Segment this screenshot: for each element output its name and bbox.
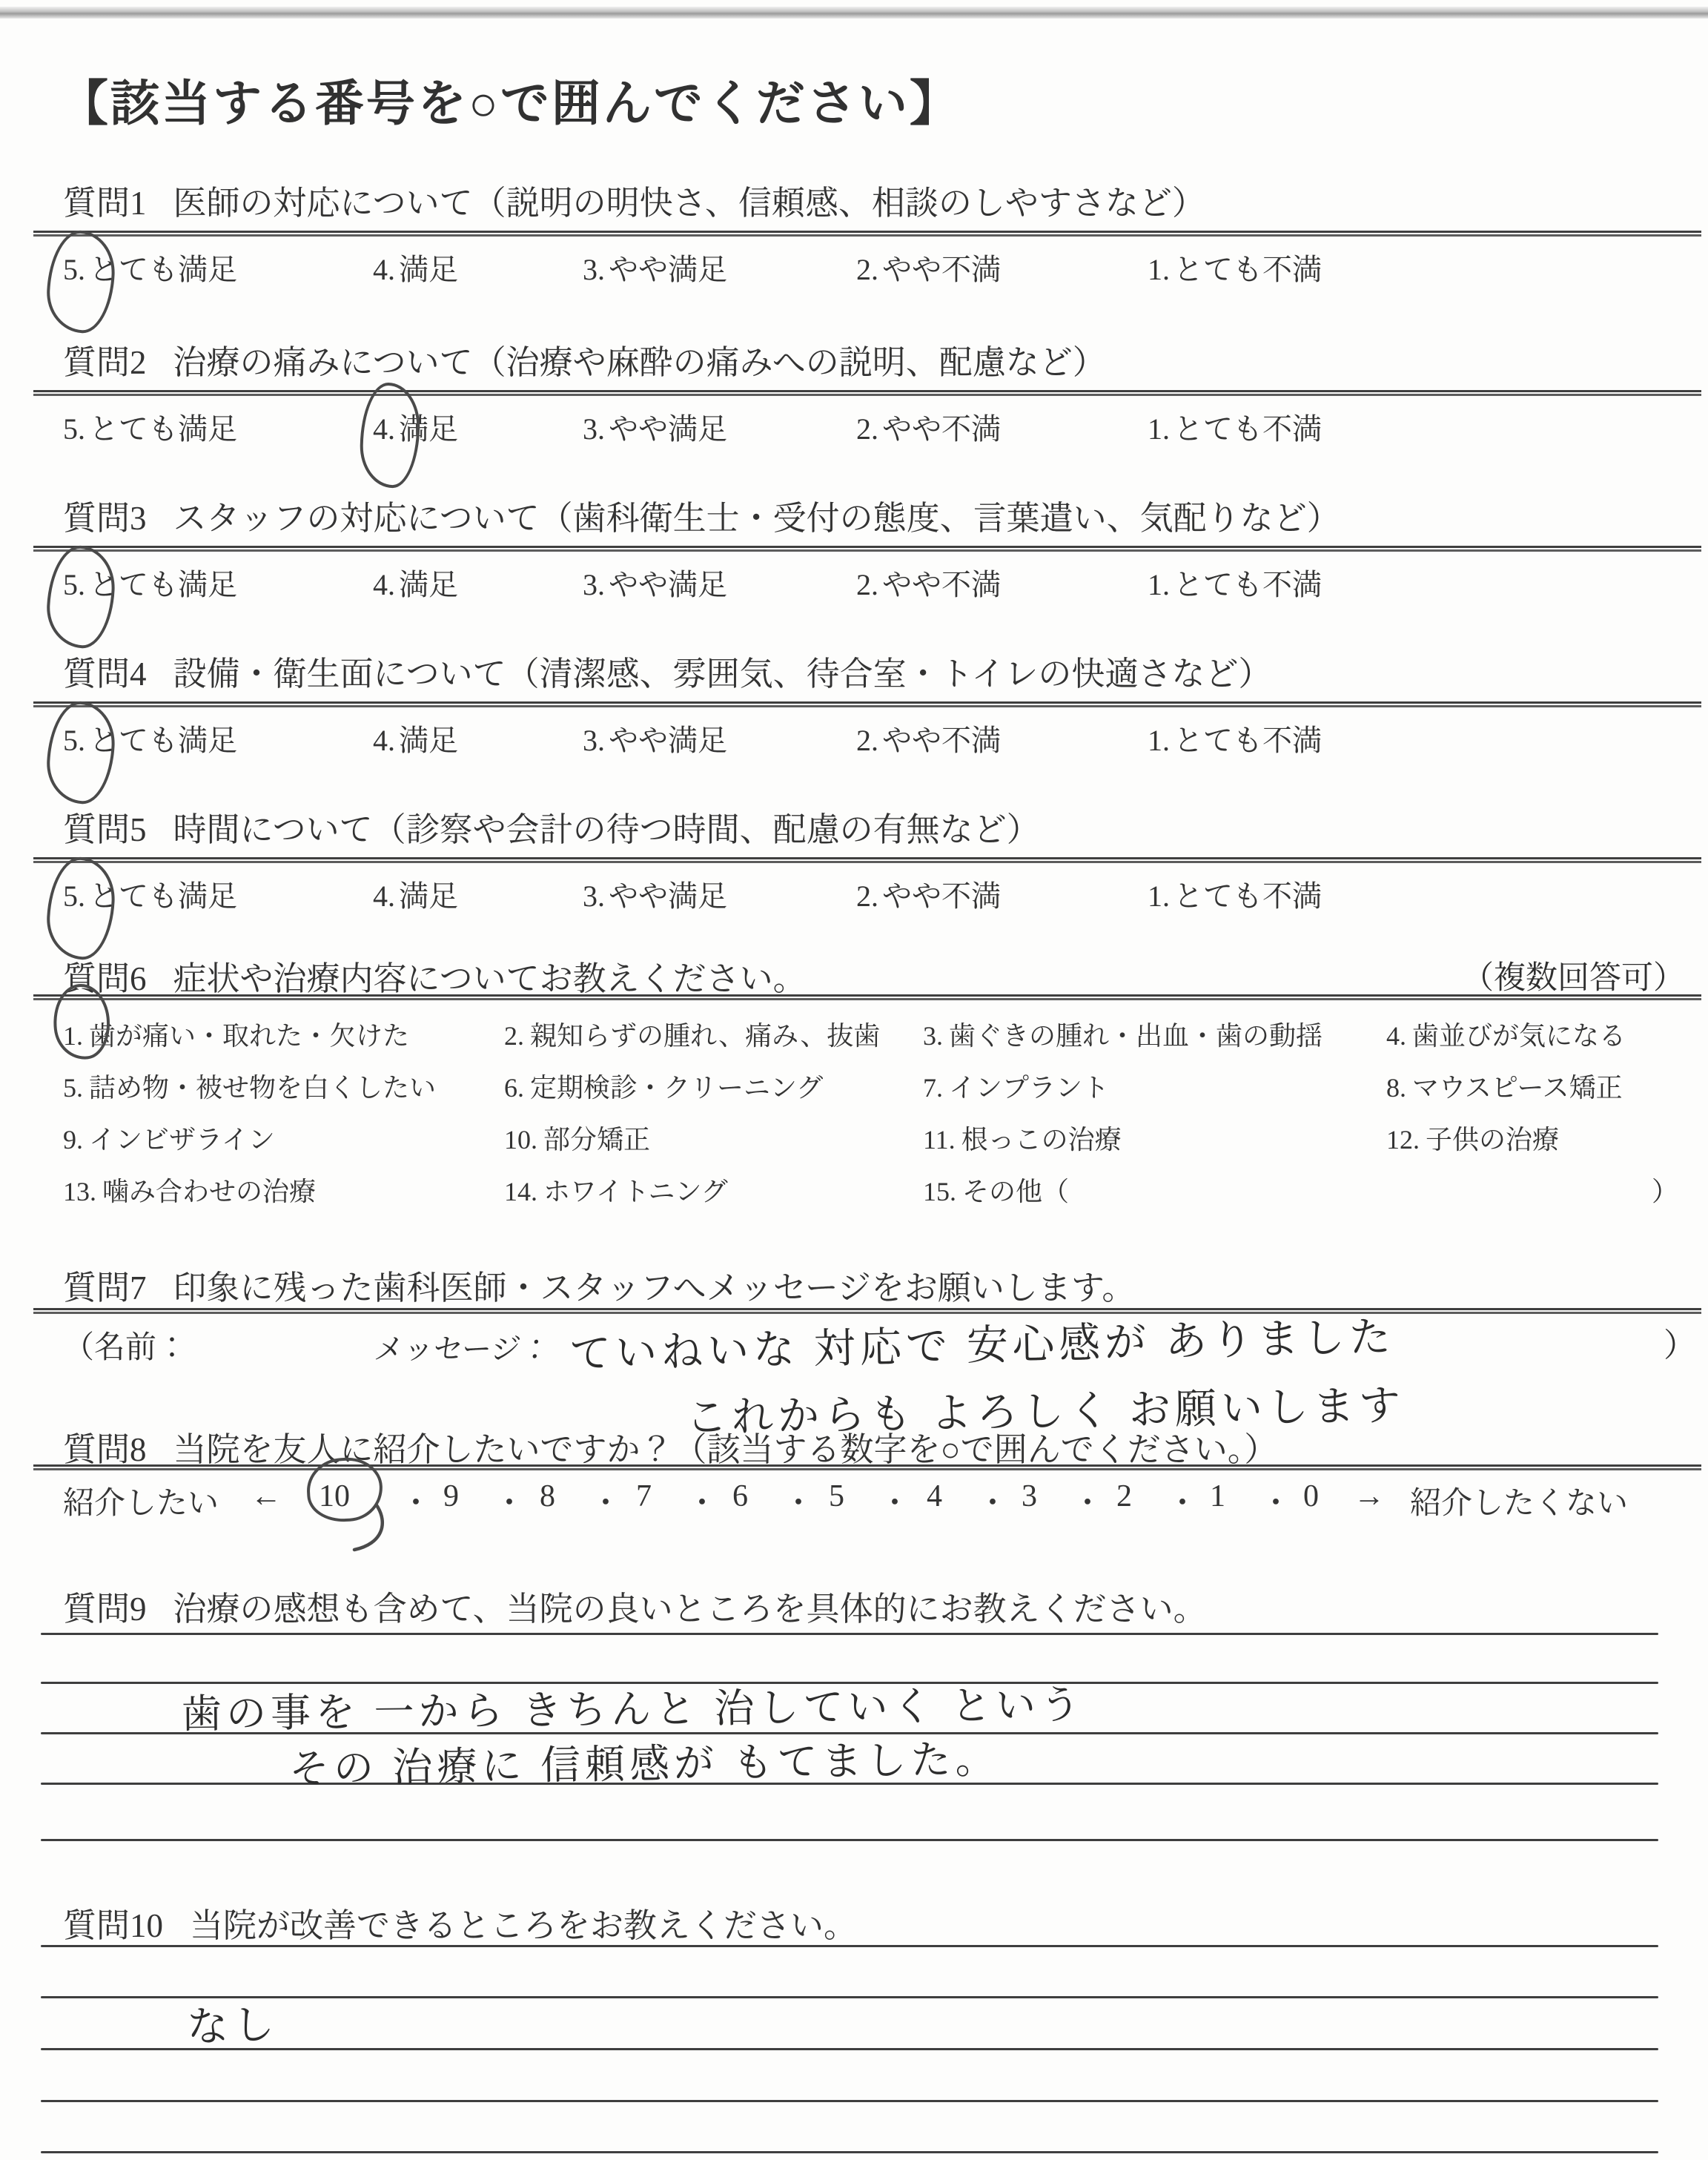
scale-left-label: 紹介したい <box>63 1487 219 1521</box>
question-label: 質問5 <box>63 811 147 848</box>
option-number: 2. <box>856 253 878 286</box>
option-number: 14. <box>504 1177 537 1206</box>
ruled-answer-line <box>41 2151 1658 2153</box>
question-9 <box>0 1582 1708 1900</box>
option-number: 4. <box>1386 1021 1406 1051</box>
option-number: 8. <box>1386 1073 1406 1103</box>
scale-token: ・ <box>977 1487 1009 1521</box>
handwritten-circle-mark <box>44 856 116 962</box>
question-title <box>63 951 807 1000</box>
option-label: やや満足 <box>609 879 727 913</box>
right-arrow-icon: → <box>1354 1479 1385 1513</box>
question-label: 質問6 <box>63 960 147 997</box>
option-label: とても不満 <box>1174 412 1322 446</box>
option-number: 5. <box>63 1073 83 1103</box>
scale-token: 1 <box>1210 1479 1225 1513</box>
option-label: 満足 <box>399 253 458 286</box>
option-label: やや満足 <box>609 412 727 446</box>
option-number: 1. <box>1148 879 1170 913</box>
scale-token: ・ <box>879 1487 911 1521</box>
handwritten-answer: なし <box>186 2001 280 2051</box>
symptom-option <box>923 1171 1069 1209</box>
option-number: 5. <box>63 724 85 757</box>
scale-token: ・ <box>1260 1487 1292 1521</box>
rating-option <box>373 873 458 915</box>
option-number: 3. <box>583 724 605 757</box>
question-10 <box>0 1898 1708 2160</box>
scale-token: ・ <box>1167 1487 1199 1521</box>
option-label: 詰め物・被せ物を白くしたい <box>89 1073 437 1103</box>
rating-options-row <box>0 717 1708 769</box>
question-2 <box>0 335 1708 494</box>
option-label: インビザライン <box>89 1125 275 1155</box>
scale-token: 10 <box>319 1479 350 1513</box>
rating-option <box>583 873 727 915</box>
rating-option <box>1148 246 1322 288</box>
option-number: 5. <box>63 879 85 913</box>
option-label: インプラント <box>949 1073 1110 1103</box>
question-label: 質問3 <box>63 500 147 537</box>
option-label: 満足 <box>399 412 458 446</box>
separator-line <box>33 857 1701 863</box>
option-number: 1. <box>1148 412 1170 446</box>
option-label: 噛み合わせの治療 <box>102 1177 317 1206</box>
handwritten-message-line-2: これからも よろしく お願いします <box>685 1383 1406 1441</box>
rating-options-row <box>0 561 1708 613</box>
question-label: 質問9 <box>63 1591 147 1628</box>
option-label: とても不満 <box>1174 879 1322 913</box>
question-6 <box>0 951 1708 1261</box>
option-number: 3. <box>583 879 605 913</box>
symptom-option <box>504 1119 650 1157</box>
question-label: 質問8 <box>63 1431 147 1468</box>
option-label: やや満足 <box>609 253 727 286</box>
question-text: 治療の痛みについて（治療や麻酔の痛みへの説明、配慮など） <box>173 344 1106 381</box>
symptom-option <box>1386 1067 1623 1105</box>
field-close-paren: ） <box>1664 1327 1696 1364</box>
handwritten-answer-line-2: その 治療に 信頼感が もてました。 <box>288 1737 1000 1791</box>
rating-option <box>1148 873 1322 915</box>
rating-options-row <box>0 246 1708 298</box>
option-number: 2. <box>504 1021 524 1051</box>
option-number: 11. <box>923 1125 956 1155</box>
question-label: 質問4 <box>63 655 147 693</box>
option-label: 満足 <box>399 879 458 913</box>
option-number: 4. <box>373 879 395 913</box>
symptom-option <box>923 1015 1323 1053</box>
option-number: 6. <box>504 1073 524 1103</box>
option-number: 5. <box>63 568 85 601</box>
question-3 <box>0 491 1708 650</box>
rating-option <box>583 246 727 288</box>
message-field-label: メッセージ： <box>372 1332 552 1366</box>
symptom-option <box>63 1015 409 1053</box>
option-label: とても不満 <box>1174 568 1322 601</box>
question-8 <box>0 1422 1708 1582</box>
option-number: 4. <box>373 412 395 446</box>
option-label: やや満足 <box>609 724 727 757</box>
scale-token: 5 <box>829 1479 844 1513</box>
option-number: 3. <box>923 1021 943 1051</box>
option-number: 3. <box>583 568 605 601</box>
question-text: 当院が改善できるところをお教えください。 <box>190 1907 858 1944</box>
option-number: 1. <box>63 1021 83 1051</box>
ruled-answer-line <box>41 2048 1658 2050</box>
rating-options-row <box>0 406 1708 458</box>
option-number: 5. <box>63 253 85 286</box>
rating-option <box>373 717 458 759</box>
option-number: 2. <box>856 879 878 913</box>
question-text: スタッフの対応について（歯科衛生士・受付の態度、言葉遣い、気配りなど） <box>173 500 1340 537</box>
ruled-answer-line <box>41 1945 1658 1947</box>
question-title <box>63 176 1205 224</box>
question-text: 印象に残った歯科医師・スタッフへメッセージをお願いします。 <box>173 1269 1136 1307</box>
option-label: やや不満 <box>882 253 1001 286</box>
left-arrow-icon: ← <box>251 1479 282 1513</box>
scale-token: 6 <box>732 1479 748 1513</box>
question-title <box>63 335 1106 383</box>
rating-option <box>373 561 458 604</box>
option-number: 2. <box>856 568 878 601</box>
symptom-option <box>1386 1015 1626 1053</box>
option-number: 12. <box>1386 1125 1420 1155</box>
option-label: ホワイトニング <box>543 1177 728 1206</box>
option-label: とても満足 <box>89 879 237 913</box>
question-label: 質問10 <box>63 1907 164 1944</box>
separator-line <box>33 231 1701 237</box>
question-label: 質問1 <box>63 185 147 222</box>
option-label: やや不満 <box>882 879 1001 913</box>
question-title <box>63 491 1340 539</box>
option-label: とても満足 <box>89 724 237 757</box>
option-label: とても満足 <box>89 412 237 446</box>
scale-token: ・ <box>590 1487 622 1521</box>
option-label: やや不満 <box>882 724 1001 757</box>
symptom-option <box>923 1067 1109 1105</box>
symptom-option <box>504 1171 728 1209</box>
rating-option <box>583 717 727 759</box>
rating-option <box>583 561 727 604</box>
option-number: 7. <box>923 1073 943 1103</box>
option-label: マウスピース矯正 <box>1412 1073 1623 1103</box>
option-label: やや不満 <box>882 568 1001 601</box>
handwritten-answer-line-1: 歯の事を 一から きちんと 治していく という <box>181 1682 1085 1737</box>
option-number: 2. <box>856 412 878 446</box>
option-number: 4. <box>373 568 395 601</box>
scan-artifact-band <box>0 7 1708 19</box>
question-title <box>63 1261 1135 1309</box>
option-number: 1. <box>1148 724 1170 757</box>
question-text: 当院を友人に紹介したいですか？（該当する数字を○で囲んでください。） <box>173 1431 1278 1468</box>
circle-tail-stroke <box>338 1504 397 1563</box>
question-title <box>63 1898 857 1946</box>
option-label: 歯が痛い・取れた・欠けた <box>89 1021 410 1051</box>
name-field-label: （名前： <box>63 1331 188 1365</box>
scale-token: 3 <box>1022 1479 1037 1513</box>
rating-option <box>856 717 1001 759</box>
option-label: 親知らずの腫れ、痛み、抜歯 <box>530 1021 881 1051</box>
handwritten-circle-mark <box>360 382 420 488</box>
scale-token: 8 <box>540 1479 555 1513</box>
symptom-option <box>63 1119 275 1157</box>
rating-option <box>1148 561 1322 604</box>
question-text: 治療の感想も含めて、当院の良いところを具体的にお教えください。 <box>173 1591 1207 1628</box>
rating-option <box>856 561 1001 604</box>
option-label: 歯並びが気になる <box>1412 1021 1626 1051</box>
option-number: 4. <box>373 253 395 286</box>
question-label: 質問2 <box>63 344 147 381</box>
ruled-answer-line <box>41 1633 1658 1635</box>
rating-option <box>856 873 1001 915</box>
symptom-option <box>1386 1119 1559 1157</box>
rating-option <box>1148 717 1322 759</box>
scale-token: 0 <box>1303 1479 1319 1513</box>
option-number: 2. <box>856 724 878 757</box>
handwritten-circle-mark <box>44 544 116 650</box>
option-label: 子供の治療 <box>1426 1125 1560 1155</box>
option-number: 1. <box>1148 568 1170 601</box>
symptom-option <box>923 1119 1122 1157</box>
ruled-answer-line <box>41 1996 1658 1998</box>
scale-token: 2 <box>1116 1479 1132 1513</box>
symptom-option <box>63 1171 316 1209</box>
question-text: 症状や治療内容についてお教えください。 <box>173 960 807 997</box>
ruled-answer-line <box>41 1839 1658 1841</box>
scale-token: ・ <box>400 1487 432 1521</box>
scale-token: ・ <box>686 1487 718 1521</box>
symptom-option <box>504 1015 880 1053</box>
option-number: 9. <box>63 1125 83 1155</box>
scale-token: ・ <box>1072 1487 1104 1521</box>
scale-token: 9 <box>443 1479 459 1513</box>
separator-line <box>33 1308 1701 1314</box>
scale-token: ・ <box>783 1487 815 1521</box>
option-label: とても不満 <box>1174 724 1322 757</box>
question-title <box>63 802 1040 851</box>
option-label: 定期検診・クリーニング <box>530 1073 824 1103</box>
rating-option <box>63 406 237 448</box>
scale-right-label: 紹介したくない <box>1410 1487 1629 1521</box>
multiple-answers-note: （複数回答可） <box>1462 961 1685 996</box>
option-label: とても不満 <box>1174 253 1322 286</box>
option-label: 満足 <box>399 724 458 757</box>
scale-token: 4 <box>927 1479 942 1513</box>
rating-option <box>856 406 1001 448</box>
symptom-option <box>63 1067 436 1105</box>
scale-token: 7 <box>636 1479 652 1513</box>
option-number: 3. <box>583 253 605 286</box>
option-label: やや不満 <box>882 412 1001 446</box>
handwritten-circle-mark <box>44 229 116 335</box>
option-label: 部分矯正 <box>543 1125 651 1155</box>
rating-option <box>373 246 458 288</box>
page-title: 【該当する番号を○で囲んでください】 <box>59 77 961 131</box>
question-text: 医師の対応について（説明の明快さ、信頼感、相談のしやすさなど） <box>173 185 1205 222</box>
rating-option <box>1148 406 1322 448</box>
option-label: やや満足 <box>609 568 727 601</box>
question-title <box>63 647 1271 695</box>
scale-token: ・ <box>494 1487 526 1521</box>
symptom-option <box>504 1067 823 1105</box>
handwritten-circle-mark <box>44 700 116 806</box>
ruled-answer-line <box>41 2100 1658 2102</box>
separator-line <box>33 701 1701 707</box>
other-option-close-paren: ） <box>1652 1177 1679 1206</box>
option-number: 13. <box>63 1177 96 1206</box>
question-5 <box>0 802 1708 961</box>
option-label: とても満足 <box>89 568 237 601</box>
option-number: 10. <box>504 1125 537 1155</box>
rating-options-row <box>0 873 1708 925</box>
question-text: 時間について（診察や会計の待つ時間、配慮の有無など） <box>173 811 1040 848</box>
question-title <box>63 1582 1207 1630</box>
handwritten-message-line-1: ていねいな 対応で 安心感が ありました <box>569 1314 1396 1378</box>
option-label: 満足 <box>399 568 458 601</box>
option-label: とても満足 <box>89 253 237 286</box>
option-label: 根っこの治療 <box>961 1125 1122 1155</box>
question-4 <box>0 647 1708 805</box>
separator-line <box>33 994 1701 1000</box>
option-number: 1. <box>1148 253 1170 286</box>
option-number: 4. <box>373 724 395 757</box>
option-label: その他（ <box>962 1177 1070 1206</box>
rating-option <box>856 246 1001 288</box>
option-number: 15. <box>923 1177 956 1206</box>
option-number: 5. <box>63 412 85 446</box>
separator-line <box>33 390 1701 396</box>
rating-option <box>583 406 727 448</box>
question-label: 質問7 <box>63 1269 147 1307</box>
option-number: 3. <box>583 412 605 446</box>
question-text: 設備・衛生面について（清潔感、雰囲気、待合室・トイレの快適さなど） <box>173 655 1272 693</box>
question-1 <box>0 176 1708 334</box>
separator-line <box>33 546 1701 552</box>
separator-line <box>33 1464 1701 1470</box>
option-label: 歯ぐきの腫れ・出血・歯の動揺 <box>949 1021 1323 1051</box>
